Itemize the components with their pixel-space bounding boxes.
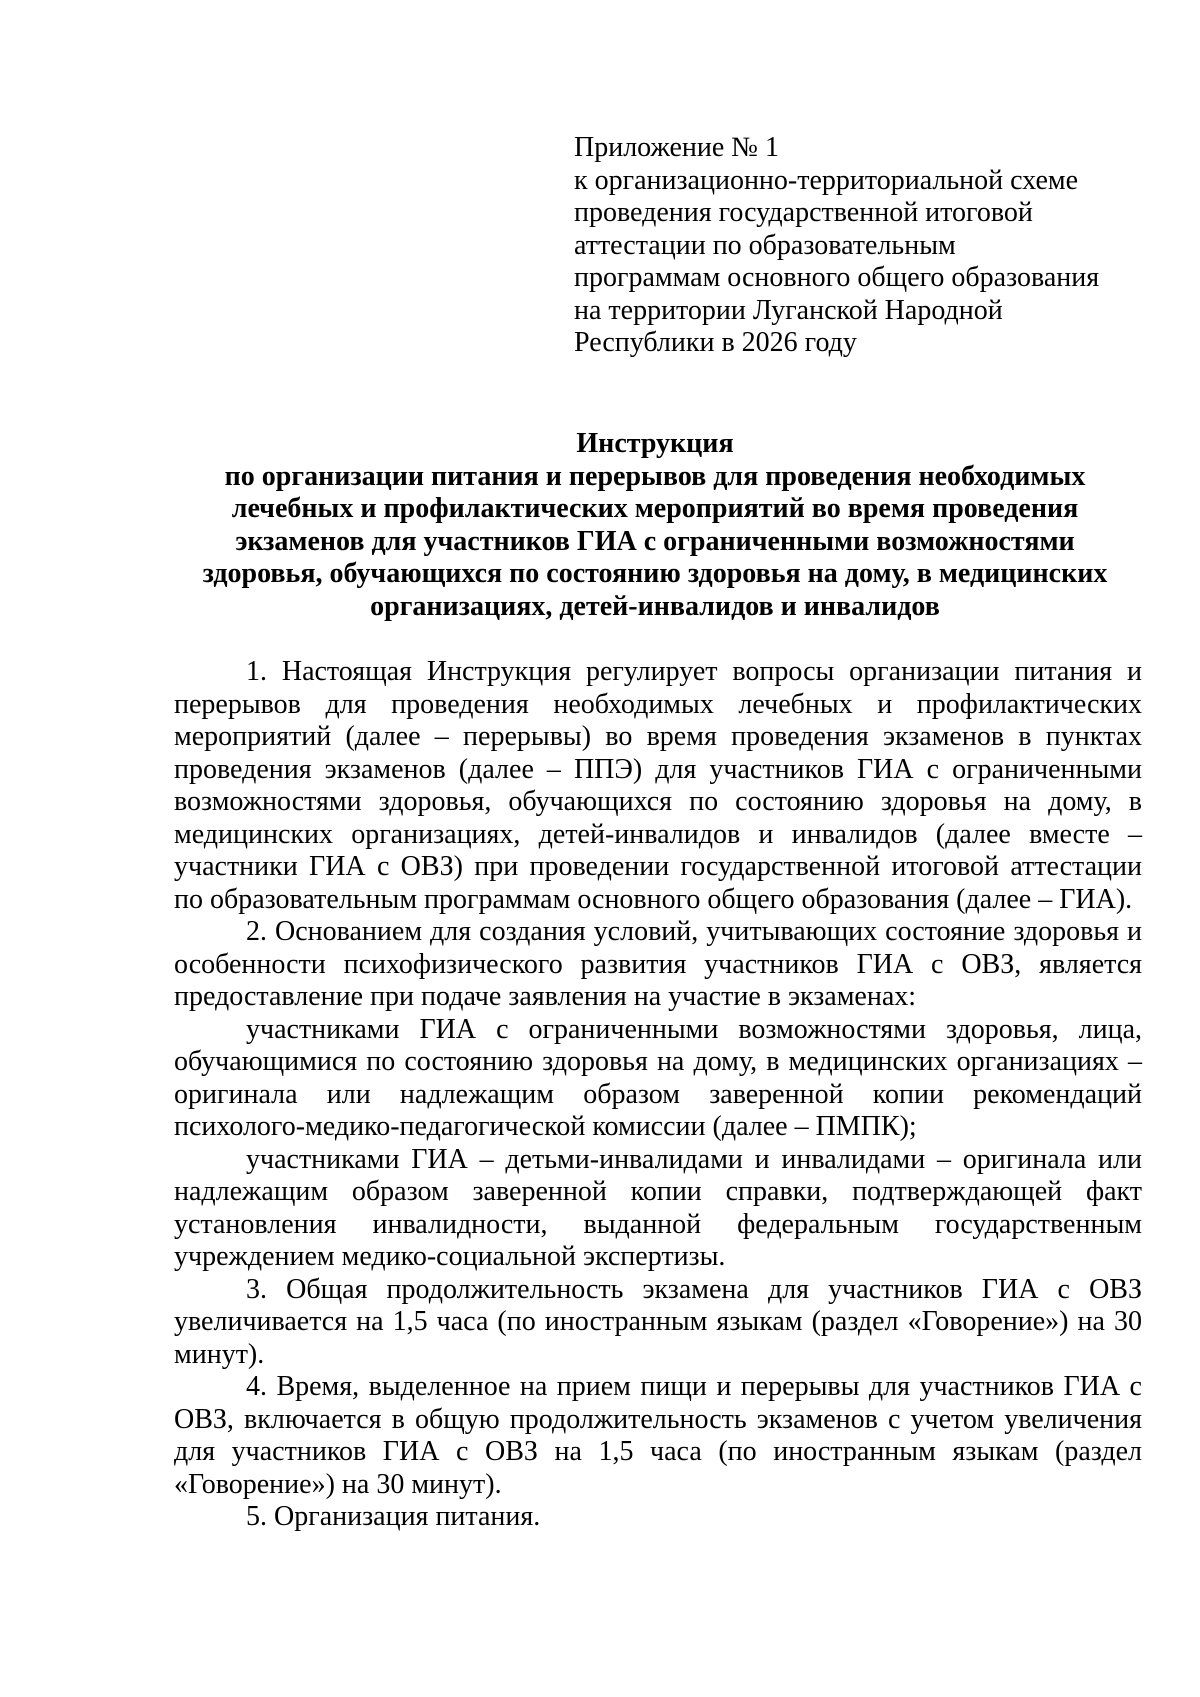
title-line: лечебных и профилактических мероприятий во время проведения [231,493,1079,524]
paragraph-2-item-1: участниками ГИА с ограниченными возможностями здоровья, лица, обучающимися по состоянию здоровья на дому, в медицинских организациях – оригинала или надлежащим образом заверенной копии рекомендаций психолого-медико-педагогической комиссии (далее – ПМПК); [174,1013,1142,1142]
paragraph-3: 3. Общая продолжительность экзамена для участников ГИА с ОВЗ увеличивается на 1,5 часа (по иностранным языкам (раздел «Говорение») на 30 минут). [174,1273,1142,1370]
paragraph-1: 1. Настоящая Инструкция регулирует вопросы организации питания и перерывов для проведения необходимых лечебных и профилактических мероприятий (далее – перерывы) во время проведения экзаменов в пунктах проведения экзаменов (далее – ППЭ) для участников ГИА с ограниченными возможностями здоровья, обучающихся по состоянию здоровья на дому, в медицинских организациях, детей-инвалидов и инвалидов (далее вместе – участники ГИА с ОВЗ) при проведении государственной итоговой аттестации по образовательным программам основного общего образования (далее – ГИА). [174,656,1142,915]
appendix-line: на территории Луганской Народной [574,294,1003,326]
document-body [174,656,1142,1534]
appendix-line: программам основного общего образования [574,262,1100,293]
title-line: организациях, детей-инвалидов и инвалидов [370,590,940,622]
paragraph-4: 4. Время, выделенное на прием пищи и перерывы для участников ГИА с ОВЗ, включается в общую продолжительность экзаменов с учетом увеличения для участников ГИА с ОВЗ на 1,5 часа (по иностранным языкам (раздел «Говорение») на 30 минут). [174,1371,1142,1500]
title-heading: Инструкция [576,428,734,459]
title-line: по организации питания и перерывов для проведения необходимых [224,460,1086,492]
paragraph-2-item-2: участниками ГИА – детьми-инвалидами и инвалидами – оригинала или надлежащим образом заверенной копии справки, подтверждающей факт установления инвалидности, выданной федеральным государственным учреждением медико-социальной экспертизы. [174,1143,1142,1272]
appendix-line: аттестации по образовательным [574,229,956,261]
appendix-header [574,132,1114,360]
appendix-line: Республики в 2026 году [574,327,857,358]
title-line: экзаменов для участников ГИА с ограниченными возможностями [235,525,1075,557]
appendix-line: проведения государственной итоговой [574,197,1033,228]
paragraph-5: 5. Организация питания. [246,1501,541,1532]
paragraph-2: 2. Основанием для создания условий, учитывающих состояние здоровья и особенности психофизического развития участников ГИА с ОВЗ, является предоставление при подаче заявления на участие в экзаменах: [174,916,1142,1012]
appendix-line: к организационно-территориальной схеме [574,164,1079,196]
appendix-line: Приложение № 1 [574,132,779,163]
title-line: здоровья, обучающихся по состоянию здоровья на дому, в медицинских [202,558,1108,589]
document-title [170,428,1140,623]
